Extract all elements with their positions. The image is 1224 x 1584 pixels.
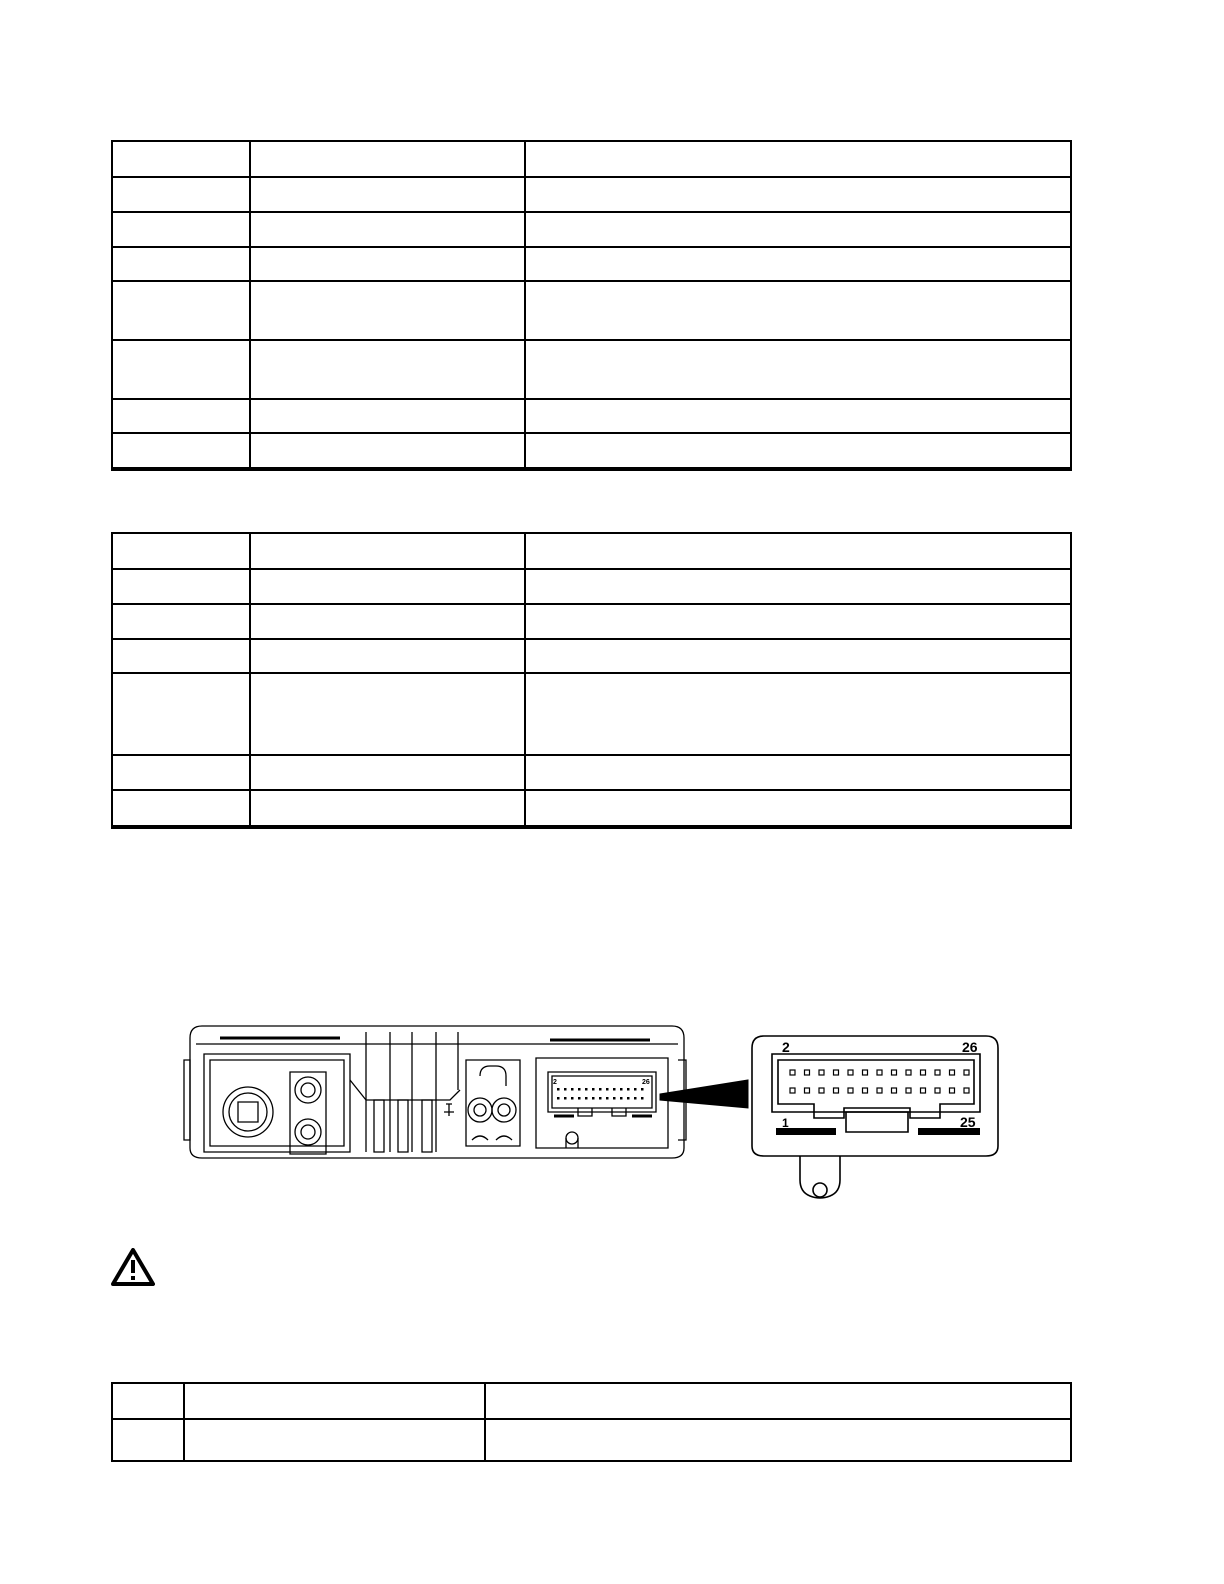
connector-pin: [863, 1088, 868, 1093]
connector-pin: [950, 1088, 955, 1093]
table-2: [111, 532, 1072, 829]
table-row: [112, 1383, 1071, 1419]
small-connector-pin: [613, 1088, 616, 1091]
radio-rear-panel: [184, 1026, 686, 1158]
connector-pin: [863, 1070, 868, 1075]
small-connector-pin: [634, 1088, 637, 1091]
connector-pin-1-label: 1: [782, 1116, 789, 1130]
small-connector-pin: [641, 1088, 644, 1091]
connector-pin-25-label: 25: [960, 1114, 976, 1130]
table-row: [112, 212, 1071, 247]
connector-pin: [805, 1088, 810, 1093]
table-1: [111, 140, 1072, 471]
connector-pin: [964, 1070, 969, 1075]
zoomed-connector-pins: [790, 1070, 969, 1093]
small-connector-pin: [585, 1097, 588, 1100]
table-row: [112, 604, 1071, 639]
small-connector-pin: [557, 1097, 560, 1100]
small-connector-pin: [613, 1097, 616, 1100]
connector-pin: [790, 1070, 795, 1075]
table-row: [112, 569, 1071, 604]
connector-pin: [877, 1088, 882, 1093]
connector-pin: [921, 1088, 926, 1093]
table-row: [112, 755, 1071, 790]
connector-pin: [892, 1088, 897, 1093]
table-row: [112, 340, 1071, 399]
small-connector-pin: [557, 1088, 560, 1091]
small-connector-pin: [564, 1088, 567, 1091]
connector-pin: [906, 1070, 911, 1075]
table-row: [112, 1419, 1071, 1461]
small-connector-pin: [627, 1088, 630, 1091]
connector-pin: [921, 1070, 926, 1075]
connector-pin: [848, 1070, 853, 1075]
zoom-leader: [660, 1080, 748, 1108]
connector-pin: [964, 1088, 969, 1093]
connector-pin-26-label: 26: [962, 1039, 978, 1055]
table-row: [112, 639, 1071, 673]
connector-pin: [935, 1088, 940, 1093]
small-connector-pin: [606, 1097, 609, 1100]
small-connector-pin: [620, 1097, 623, 1100]
warning-triangle-icon: [111, 1248, 155, 1286]
small-connector-pin: [634, 1097, 637, 1100]
small-connector-pin: [592, 1097, 595, 1100]
connector-pin: [790, 1088, 795, 1093]
small-connector-pin: [599, 1088, 602, 1091]
small-connector-pin: [620, 1088, 623, 1091]
connector-pin: [877, 1070, 882, 1075]
table-3: [111, 1382, 1072, 1462]
small-connector-top-right-label: 26: [642, 1079, 650, 1086]
connector-pin: [834, 1070, 839, 1075]
connector-pin: [819, 1070, 824, 1075]
small-connector-pin: [585, 1088, 588, 1091]
rear-panel-connector-figure: [180, 1020, 1010, 1210]
table-row: [112, 247, 1071, 281]
table-row: [112, 433, 1071, 469]
small-connector-pin: [564, 1097, 567, 1100]
small-connector-pin: [578, 1097, 581, 1100]
small-connector-pin: [599, 1097, 602, 1100]
small-connector-pin: [578, 1088, 581, 1091]
table-row: [112, 533, 1071, 569]
small-connector-pin: [641, 1097, 644, 1100]
small-connector-pin: [627, 1097, 630, 1100]
connector-pin: [805, 1070, 810, 1075]
small-connector-pin: [592, 1088, 595, 1091]
connector-pin: [935, 1070, 940, 1075]
connector-pin: [834, 1088, 839, 1093]
small-connector-pin: [571, 1097, 574, 1100]
table-row: [112, 141, 1071, 177]
connector-pin-2-label: 2: [782, 1039, 790, 1055]
connector-pin: [950, 1070, 955, 1075]
table-row: [112, 399, 1071, 433]
connector-pin: [848, 1088, 853, 1093]
connector-pin: [819, 1088, 824, 1093]
small-connector-top-left-label: 2: [553, 1079, 557, 1086]
table-row: [112, 790, 1071, 827]
table-row: [112, 281, 1071, 340]
connector-pin: [906, 1088, 911, 1093]
small-connector-pins: [557, 1088, 644, 1100]
small-connector-pin: [606, 1088, 609, 1091]
table-row: [112, 177, 1071, 212]
connector-pin: [892, 1070, 897, 1075]
table-row: [112, 673, 1071, 755]
small-connector-pin: [571, 1088, 574, 1091]
